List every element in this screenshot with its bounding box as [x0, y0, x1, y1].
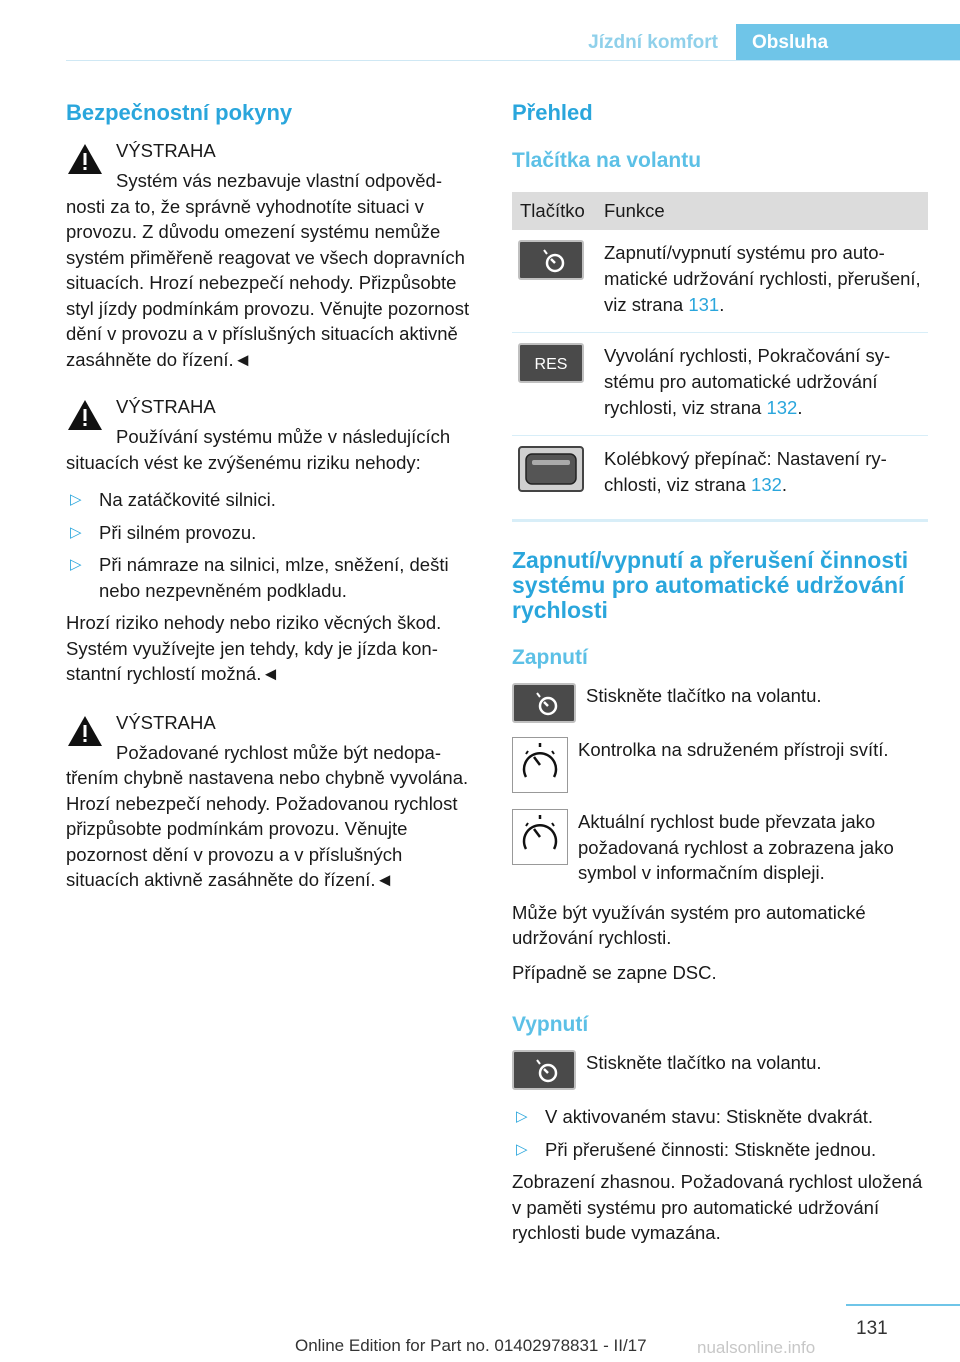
page-link[interactable]: 132	[751, 474, 782, 495]
warning-title: VÝSTRAHA	[116, 396, 216, 417]
page-number: 131	[856, 1318, 888, 1339]
on-step-display	[512, 809, 928, 886]
step-text: Kontrolka na sdruženém přístroji svítí.	[578, 739, 889, 760]
steering-buttons-subtitle: Tlačítka na volantu	[512, 149, 702, 172]
on-paragraph: Případně se zapne DSC.	[512, 961, 717, 983]
safety-title: Bezpečnostní pokyny	[66, 100, 293, 125]
list-item: ▷ Při přerušené činnosti: Stiskněte jednou.	[512, 1137, 928, 1163]
warning-triangle-icon	[66, 142, 104, 176]
res-button-icon	[518, 343, 584, 383]
table-cell-function: Kolébkový přepínač: Nastavení rychlosti, viz strana 132.	[604, 448, 887, 495]
table-cell-function: Vyvolání rychlosti, Pokračování systému pro automatické udržování rychlosti, viz strana 132.	[604, 333, 928, 436]
page-header	[0, 24, 960, 62]
warning-text: Používání systému může v následujících situacích vést ke zvýšenému riziku nehody:	[66, 426, 451, 473]
warning-triangle-icon	[66, 714, 104, 748]
cruise-button-icon	[518, 240, 584, 280]
off-step-press	[512, 1050, 928, 1090]
warning-followup-text: Hrozí riziko nehody nebo riziko věcných škod. Systém využívejte jen tehdy, kdy je jízda konstantní rychlostí možná.◄	[66, 612, 442, 684]
warning-block-2	[66, 394, 472, 475]
on-title: Zapnutí	[512, 646, 588, 669]
off-list	[512, 1104, 928, 1162]
speedometer-indicator-icon	[512, 809, 568, 865]
overview-title: Přehled	[512, 100, 593, 125]
table-header-button: Tlačítko	[512, 192, 604, 230]
watermark-text: nualsonline.info	[697, 1338, 816, 1357]
cruise-button-icon	[512, 1050, 576, 1090]
section-title: Zapnutí/vypnutí a přerušení činnosti systému pro automatické udržování rychlosti	[512, 547, 909, 623]
off-paragraph: Zobrazení zhasnou. Požadovaná rychlost uložená v paměti systému pro automatické udržování rychlosti bude vymazána.	[512, 1171, 923, 1243]
step-text: Stiskněte tlačítko na volantu.	[586, 1052, 822, 1073]
speedometer-indicator-icon	[512, 737, 568, 793]
footer-rule	[846, 1304, 960, 1306]
triangle-bullet-icon: ▷	[516, 1140, 528, 1158]
off-title: Vypnutí	[512, 1013, 589, 1036]
list-item: ▷ Při námraze na silnici, mlze, sněžení, dešti nebo nezpevněném podkladu.	[70, 554, 449, 601]
triangle-bullet-icon: ▷	[70, 491, 82, 508]
tab-obsluha[interactable]: Obsluha	[736, 24, 960, 61]
right-column	[512, 100, 928, 1246]
table-row	[512, 333, 928, 436]
on-step-indicator	[512, 737, 928, 795]
header-divider	[66, 60, 960, 61]
warning-block-1	[66, 138, 472, 372]
buttons-table	[512, 192, 928, 513]
list-item: ▷ Na zatáčkovité silnici.	[66, 487, 472, 513]
situation-list	[66, 487, 472, 603]
warning-title: VÝSTRAHA	[116, 711, 216, 733]
left-column	[66, 100, 472, 901]
res-label: RES	[534, 356, 568, 373]
edition-text: Online Edition for Part no. 01402978831 - II/17	[295, 1336, 647, 1355]
warning-text: Požadované rychlost může být nedopatřením chybně nastavena nebo chybně vyvolána. Hrozí nebezpečí nehody. Požadovanou rychlost přizpůsobte podmínkám provozu. Věnujte pozornost dění v provozu a v příslušných situacích aktivně zasáhněte do řízení.◄	[66, 741, 469, 890]
warning-text: Systém vás nezbavuje vlastní odpovědnosti za to, že správně vyhodnotíte situaci v provozu. Z důvodu omezení systému nemůže systém přiměřeně reagovat ve všech dopravních situacích. Hrozí nebezpečí nehody. Přizpůsobte styl jízdy podmínkám provozu. Věnujte pozornost dění v provozu a v příslušných situacích aktivně zasáhněte do řízení.◄	[66, 170, 470, 370]
tab-jizdni-komfort[interactable]: Jízdní komfort	[540, 24, 734, 61]
page-link[interactable]: 131	[688, 294, 720, 315]
step-text: Stiskněte tlačítko na volantu.	[586, 685, 822, 706]
warning-triangle-icon	[66, 398, 104, 432]
table-header-function: Funkce	[604, 192, 928, 230]
table-cell-function: Zapnutí/vypnutí systému pro automatické udržování rychlosti, přerušení, viz strana 131.	[604, 230, 928, 333]
rocker-switch-icon	[518, 446, 584, 492]
warning-title: VÝSTRAHA	[116, 140, 216, 161]
step-text: Aktuální rychlost bude převzata jako požadovaná rychlost a zobrazena jako symbol v informačním displeji.	[578, 811, 894, 883]
triangle-bullet-icon: ▷	[70, 523, 82, 541]
on-paragraph: Může být využíván systém pro automatické udržování rychlosti.	[512, 901, 866, 948]
list-item: ▷ V aktivovaném stavu: Stiskněte dvakrát.	[512, 1104, 928, 1130]
table-row	[512, 436, 928, 514]
table-row	[512, 230, 928, 333]
triangle-bullet-icon: ▷	[70, 556, 82, 573]
triangle-bullet-icon: ▷	[516, 1108, 528, 1125]
cruise-button-icon	[512, 683, 576, 723]
warning-block-3	[66, 710, 472, 893]
on-step-press	[512, 683, 928, 723]
page-link[interactable]: 132	[766, 397, 798, 418]
list-item: ▷ Při silném provozu.	[66, 520, 472, 546]
